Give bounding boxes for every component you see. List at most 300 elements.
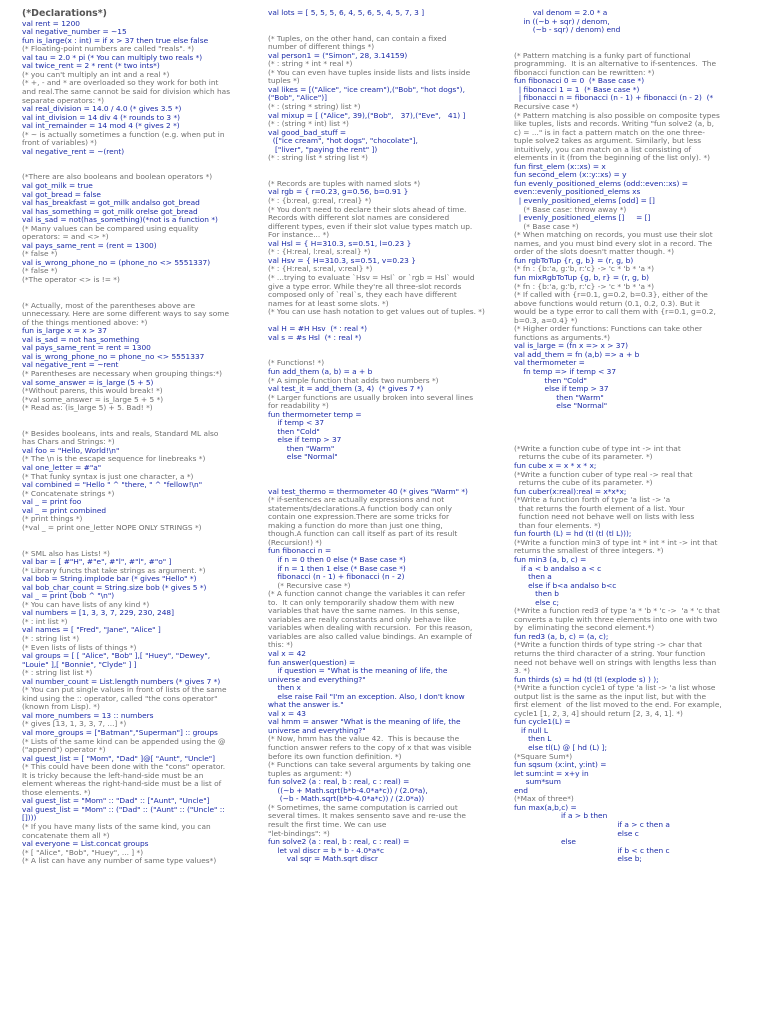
comment-line: (* fn : {b:'a, g:'b, r:'c} -> 'c * 'b * 'a *) [514, 265, 654, 274]
comment-line: (* Actually, most of the parentheses above are [22, 301, 195, 310]
code-line: val sqr = Math.sqrt discr [268, 855, 378, 864]
comment-line: (* Records are tuples with named slots *) [268, 179, 421, 188]
comment-line: (* false *) [22, 250, 58, 259]
comment-line: (*val some_answer = is_large 5 + 5 *) [22, 395, 164, 404]
comment-line: (Recursion!) *) [268, 538, 322, 547]
comment-line: returns the cube of its parameter. *) [514, 479, 653, 488]
code-line: then "Warm" [268, 444, 335, 453]
comment-line: making a function do more than just one thing, [268, 521, 443, 530]
code-line: in ((~b + sqr) / denom, [514, 17, 610, 26]
code-line: val likes = [("Alice", "ice cream"),("Bob", "hot dogs"), [268, 85, 465, 94]
comment-line: operators: = and <> *) [22, 233, 109, 242]
comment-line: programming. It is an alternative to if-sentences. The [514, 60, 716, 69]
code-line: val test_thermo = thermometer 40 (* gives "Warm" *) [268, 487, 468, 496]
comment-line: composed only of `real`s, they each have different [268, 291, 457, 300]
code-line: | fibonacci n = fibonacci (n - 1) + fibonacci (n - 2) (* [514, 94, 714, 103]
blank-line [514, 428, 758, 437]
comment-line: than four elements. *) [514, 521, 601, 530]
code-line: val lots = [ 5, 5, 5, 6, 4, 5, 6, 5, 4, 5, 7, 3 ] [268, 9, 425, 17]
comment-line: before its own function definition. *) [268, 752, 402, 761]
code-line: val tau = 2.0 * pi (* You can multiply two reals *) [22, 53, 203, 62]
comment-line: (* Pattern matching is also possible on composite types [514, 111, 720, 120]
comment-line: (* You can have lists of any kind *) [22, 600, 150, 609]
code-line: fun first_elem (x::xs) = x [514, 162, 606, 171]
code-line: fun solve2 (a : real, b : real, c : real) = [268, 778, 410, 787]
comment-line: (* Recursive case *) [268, 581, 351, 590]
comment-line: separate operators: *) [22, 96, 105, 105]
code-line: val guest_list = "Mom" :: ("Dad" :: ("Aunt" :: ("Uncle" :: [22, 805, 225, 814]
comment-line: (* Floating-point numbers are called "reals". *) [22, 45, 195, 54]
blank-line [268, 479, 512, 488]
text-column-right [514, 9, 758, 1019]
comment-line: b=0.3, a=0.4} *) [514, 316, 578, 325]
code-line: fun answer(question) = [268, 658, 356, 667]
comment-line: give a type error. While they're all three-slot records [268, 282, 462, 291]
blank-line [268, 351, 512, 360]
code-line: val _ = print (bob ^ "\n") [22, 592, 115, 601]
comment-line: need not behave well on strings with lengths less than [514, 658, 717, 667]
code-line: then L [514, 735, 552, 744]
comment-line: Recursive case *) [514, 103, 579, 112]
text-column-left [22, 9, 266, 1019]
code-line: fun fibonacci 0 = 0 (* Base case *) [514, 77, 645, 86]
comment-line: (* : (string * int) list *) [268, 120, 349, 129]
comment-line: those elements. *) [22, 788, 91, 797]
blank-line [514, 35, 758, 44]
code-line: val int_remainder = 14 mod 4 (* gives 2 *) [22, 122, 180, 131]
code-line: val got_milk = true [22, 181, 93, 190]
code-line: val hmm = answer "What is the meaning of life, the [268, 718, 461, 727]
comment-line: c) = ..." is in fact a pattern match on the one three- [514, 128, 705, 137]
code-line: else if b<a andalso b<c [514, 581, 617, 590]
comment-line: by eliminating the second element.*) [514, 624, 655, 633]
comment-line: (* : string list * string list *) [268, 154, 368, 163]
comment-line: (* fn : {b:'a, g:'b, r:'c} -> 'c * 'b * 'a *) [514, 282, 654, 291]
comment-line: Records with different slot names are considered [268, 214, 450, 223]
code-line: val more_numbers = 13 :: numbers [22, 711, 154, 720]
comment-line: (* Even lists of lists of things *) [22, 643, 137, 652]
comment-line: statements/declarations.A function body can only [268, 504, 453, 513]
blank-line [22, 293, 266, 302]
code-line: if b < c then c [514, 846, 670, 855]
comment-line: (* false *) [22, 267, 58, 276]
comment-line: concatenate them all *) [22, 831, 110, 840]
comment-line: (*val _ = print one_letter NOPE ONLY STRINGS *) [22, 523, 202, 532]
code-line: then x [268, 684, 301, 693]
code-line: val is_sad = not(has_something)(*not is a function *) [22, 216, 218, 225]
code-line: fun is_large(x : int) = if x > 37 then true else false [22, 36, 209, 45]
code-line: ("Bob", "Alice")] [268, 94, 328, 103]
comment-line: (* [ "Alice", "Bob", "Huey", ... ] *) [22, 848, 144, 857]
code-line: then "Warm" [514, 393, 604, 402]
comment-line: (* SML also has Lists! *) [22, 549, 110, 558]
comment-line: variables when dealing with recursion. For this reason, [268, 624, 473, 633]
code-line: val mixup = [ ("Alice", 39),("Bob", 37),("Eve", 41) ] [268, 111, 466, 120]
code-line: if null L [514, 726, 548, 735]
comment-line: result the first time. We can use [268, 820, 387, 829]
code-line: val person1 = ("Simon", 28, 3.14159) [268, 51, 408, 60]
code-line: fun add_them (a, b) = a + b [268, 367, 373, 376]
comment-line: names for at least some slots. *) [268, 299, 389, 308]
blank-line [268, 462, 512, 471]
comment-line: (* Many values can be compared using equality [22, 224, 199, 233]
blank-line [514, 419, 758, 428]
code-line: if a < b andalso a < c [514, 564, 602, 573]
comment-line: number of different things *) [268, 43, 375, 52]
comment-line: (*Write a function thirds of type string -> char that [514, 641, 703, 650]
comment-line: (* Higher order functions: Functions can take other [514, 325, 703, 334]
comment-line: element whereas the right-hand-side must be a list of [22, 780, 222, 789]
code-line: else "Normal" [514, 402, 608, 411]
code-line: else c [514, 829, 639, 838]
comment-line: (* Read as: (is_large 5) + 5. Bad! *) [22, 404, 153, 413]
code-line: else if temp > 37 [268, 436, 342, 445]
code-line: fun min3 (a, b, c) = [514, 556, 587, 564]
code-line: (~b - Math.sqrt(b*b-4.0*a*c)) / (2.0*a)) [268, 795, 425, 804]
code-line: val some_answer = is_large (5 + 5) [22, 378, 154, 387]
code-line: val has_breakfast = got_milk andalso got_bread [22, 199, 200, 208]
comment-line: (* Concatenate strings *) [22, 489, 115, 498]
comment-line: contain one expression.There are some tricks for [268, 513, 450, 522]
code-line: val x = 43 [268, 709, 306, 718]
code-line: val guest_list = "Mom" :: "Dad" :: ["Aunt", "Uncle"] [22, 797, 210, 806]
code-line: val s = #s Hsl (* : real *) [268, 333, 362, 342]
code-line: val H = #H Hsv (* : real *) [268, 325, 368, 334]
comment-line: (* You can even have tuples inside lists and lists inside [268, 68, 471, 77]
blank-line [22, 413, 266, 422]
comment-line: cycle1 [1, 2, 3, 4] should return [2, 3, 4, 1]. *) [514, 709, 683, 718]
code-line: []))) [22, 814, 37, 823]
comment-line: elements in it (from the beginning of the list only). *) [514, 154, 711, 163]
code-line: | fibonacci 1 = 1 (* Base case *) [514, 85, 640, 94]
code-line: universe and everything?" [268, 675, 366, 684]
comment-line: (* Parentheses are necessary when grouping things:*) [22, 370, 223, 379]
code-line: end [514, 786, 528, 795]
code-line: (~b - sqr) / denom) end [514, 26, 621, 35]
comment-line: (*Write a function cuber of type real -> real that [514, 470, 693, 479]
comment-line: first element of the list moved to the end. For example, [514, 701, 722, 710]
comment-line: (* if-sentences are actually expressions and not [268, 496, 445, 505]
comment-line: (* Lists of the same kind can be appended using the @ [22, 737, 226, 746]
code-line: then b [514, 590, 559, 599]
code-line: val one_letter = #"a" [22, 464, 102, 473]
code-line: fibonacci (n - 1) + fibonacci (n - 2) [268, 573, 405, 582]
code-line: val groups = [ [ "Alice", "Bob" ],[ "Huey", "Dewey", [22, 652, 211, 661]
code-line: val everyone = List.concat groups [22, 840, 149, 849]
comment-line: (* ...trying to evaluate `Hsv = Hsl` or `rgb = Hsl` would [268, 273, 475, 282]
code-line: even::evenly_positioned_elems xs [514, 188, 641, 197]
code-line: fun evenly_positioned_elems (odd::even::xs) = [514, 179, 688, 188]
comment-line: front of variables) *) [22, 139, 97, 148]
code-line: if n = 1 then 1 else (* Base case *) [268, 564, 406, 573]
code-line: else c; [514, 598, 560, 607]
comment-line: (* print things *) [22, 515, 83, 524]
blank-line [514, 43, 758, 52]
blank-line [22, 532, 266, 541]
comment-line: (* The \n is the escape sequence for linebreaks *) [22, 455, 206, 464]
comment-line: (* You can put single values in front of lists of the same [22, 686, 227, 695]
comment-line: For instance... *) [268, 231, 330, 240]
comment-line: (* +, - and * are overloaded so they work for both int [22, 79, 219, 88]
blank-line [22, 541, 266, 550]
comment-line: (* Base case: throw away *) [514, 205, 627, 214]
comment-line: (* You can use hash notation to get values out of tuples. *) [268, 308, 485, 317]
comment-line: (*Without parens, this would break! *) [22, 387, 163, 396]
comment-line: this: *) [268, 641, 293, 650]
code-line: val int_division = 14 div 4 (* rounds to 3 *) [22, 113, 181, 122]
code-line: val _ = print combined [22, 506, 107, 515]
code-line: (["ice cream", "hot dogs", "chocolate"], [268, 137, 418, 146]
comment-line: tuples as argument: *) [268, 769, 352, 778]
code-line: fun fibonacci n = [268, 547, 332, 556]
comment-line: (*There are also booleans and boolean operators *) [22, 173, 213, 182]
comment-line: (* Sometimes, the same computation is carried out [268, 803, 458, 812]
code-line: val is_sad = not has_something [22, 335, 140, 344]
code-line: fun max(a,b,c) = [514, 803, 577, 812]
comment-line: function answer refers to the copy of x that was visible [268, 744, 472, 753]
blank-line [268, 317, 512, 326]
blank-line [514, 411, 758, 420]
comment-line: fibonacci function can be rewritten: *) [514, 68, 655, 77]
comment-line: (* gives [13, 1, 3, 3, 7, ...] *) [22, 720, 127, 729]
comment-line: functions as arguments.*) [514, 333, 611, 342]
code-line: val thermometer = [514, 359, 585, 368]
code-line: | evenly_positioned_elems [] = [] [514, 214, 651, 223]
code-line: then "Cold" [514, 376, 587, 385]
code-line: fun solve2 (a : real, b : real, c : real) = [268, 838, 410, 847]
comment-line: (* : string list list *) [22, 669, 93, 678]
comment-line: (* A list can have any number of same type values*) [22, 857, 217, 866]
code-line: val Hsl = { H=310.3, s=0.51, l=0.23 } [268, 239, 412, 248]
comment-line: (*Write a function forth of type 'a list -> 'a [514, 496, 671, 505]
comment-line: unnecessary. Here are some different ways to say some [22, 310, 230, 319]
comment-line: (* This could have been done with the "cons" operator. [22, 763, 226, 772]
code-line: if n = 0 then 0 else (* Base case *) [268, 556, 406, 564]
code-line: val negative_number = ~15 [22, 28, 127, 37]
comment-line: names, and you must bind every slot in a record. The [514, 239, 713, 248]
code-line: else tl(L) @ [ hd (L) ]; [514, 744, 607, 753]
comment-line: would be a type error to call them with {r=0.1, g=0.2, [514, 308, 716, 317]
comment-line: (* If you have many lists of the same kind, you can [22, 823, 211, 831]
code-line: "Louie" ],[ "Bonnie", "Clyde" ] ] [22, 660, 137, 669]
code-line: val combined = "Hello " ^ "there, " ^ "fellow!\n" [22, 481, 203, 490]
comment-line: (* Larger functions are usually broken into several lines [268, 393, 474, 402]
comment-line: (* : int list *) [22, 617, 68, 626]
comment-line: ("append") operator *) [22, 746, 106, 755]
comment-line: converts a tuple with three elements into one with two [514, 615, 718, 624]
comment-line: (*Max of three*) [514, 795, 574, 804]
comment-line: (* : {H:real, s:real, v:real} *) [268, 265, 373, 274]
blank-line [268, 342, 512, 351]
comment-line: of the things mentioned above: *) [22, 318, 148, 327]
code-line: fun cube x = x * x * x; [514, 461, 597, 470]
comment-line: tuples *) [268, 77, 300, 86]
code-line: val x = 42 [268, 650, 306, 659]
comment-line: (* When matching on records, you must use their slot [514, 231, 713, 240]
code-line: if question = "What is the meaning of life, the [268, 667, 448, 676]
code-line: val negative_rent = ~rent [22, 361, 119, 370]
blank-line [514, 436, 758, 445]
comment-line: function need not behave well on lists with less [514, 513, 695, 522]
comment-line: (*Write a function cycle1 of type 'a list -> 'a list whose [514, 684, 716, 693]
code-line: then "Cold" [268, 427, 320, 436]
code-line: val bob_char_count = String.size bob (* gives 5 *) [22, 583, 207, 592]
code-line: val foo = "Hello, World!\n" [22, 446, 120, 455]
code-line: let val discr = b * b - 4.0*a*c [268, 846, 385, 855]
code-line: val is_wrong_phone_no = (phone_no <> 5551337) [22, 258, 211, 267]
code-line: val is_wrong_phone_no = phone_no <> 5551337 [22, 352, 205, 361]
code-line: val names = [ "Fred", "Jane", "Alice" ] [22, 626, 161, 635]
code-line: val Hsv = { H=310.3, s=0.51, v=0.23 } [268, 256, 416, 265]
comment-line: variables that have the same names. In this sense, [268, 607, 460, 616]
comment-line: (* A function cannot change the variables it can refer [268, 590, 466, 599]
blank-line [22, 421, 266, 430]
code-line: val real_division = 14.0 / 4.0 (* gives 3.5 *) [22, 105, 182, 114]
code-line: sum*sum [514, 778, 561, 787]
comment-line: (* You don't need to declare their slots ahead of time. [268, 205, 467, 214]
comment-line: (* Library functs that take strings as argument. *) [22, 566, 206, 575]
blank-line [268, 26, 512, 35]
blank-line [22, 156, 266, 165]
code-line: val add_them = fn (a,b) => a + b [514, 350, 640, 359]
comment-line: (* : {H:real, l:real, s:real} *) [268, 248, 371, 257]
code-line: else raise Fail "I'm an exception. Also, I don't know [268, 692, 465, 701]
code-line: else if temp > 37 [514, 385, 609, 394]
comment-line: (* : (string * string) list *) [268, 103, 361, 112]
comment-line: 3. *) [514, 667, 530, 676]
blank-line [268, 163, 512, 172]
code-line: val is_large = (fn x => x > 37) [514, 342, 629, 351]
comment-line: (* you can't multiply an int and a real *) [22, 70, 170, 79]
comment-line: (* That funky syntax is just one character, a *) [22, 472, 194, 481]
code-line: val numbers = [1, 3, 3, 7, 229, 230, 248] [22, 609, 174, 618]
comment-line: to. It can only temporarily shadow them with new [268, 598, 455, 607]
blank-line [268, 171, 512, 180]
comment-line: "let-bindings": *) [268, 829, 330, 838]
comment-line: and real.The same cannot be said for division which has [22, 87, 231, 96]
comment-line: (* : string list *) [22, 634, 80, 643]
comment-line: returns the cube of its parameter. *) [514, 453, 653, 462]
blank-line [22, 165, 266, 174]
comment-line: though.A function can call itself as part of its result [268, 530, 458, 539]
code-line: val denom = 2.0 * a [514, 9, 608, 17]
code-line: val rgb = { r=0.23, g=0.56, b=0.91 } [268, 188, 409, 197]
code-line: val _ = print foo [22, 498, 82, 507]
code-line: fn temp => if temp < 37 [514, 367, 617, 376]
code-line: | evenly_positioned_elems [odd] = [] [514, 197, 655, 206]
comment-line: (* Functions! *) [268, 359, 325, 368]
comment-line: for readability *) [268, 402, 329, 411]
comment-line: has Chars and Strings: *) [22, 438, 115, 447]
comment-line: (*Write a function cube of type int -> int that [514, 444, 681, 453]
comment-line: It is tricky because the left-hand-side must be an [22, 771, 204, 780]
blank-line [268, 471, 512, 480]
comment-line: variables are really constants and only behave like [268, 615, 457, 624]
comment-line: tuple solve2 takes as argument. Similarly, but less [514, 137, 702, 146]
comment-line: returns the smallest of three integers. *) [514, 547, 664, 556]
code-line: then a [514, 573, 552, 582]
blank-line [22, 285, 266, 294]
code-line: fun red3 (a, b, c) = (a, c); [514, 632, 609, 641]
code-line: val bob = String.implode bar (* gives "Hello" *) [22, 575, 197, 584]
code-line: fun mixRgbToTup {g, b, r} = (r, g, b) [514, 273, 650, 282]
code-line: val number_count = List.length numbers (* gives 7 *) [22, 677, 221, 686]
comment-line: kind using the :: operator, called "the cons operator" [22, 694, 218, 703]
code-line: fun fourth (L) = hd (tl (tl (tl L))); [514, 530, 632, 539]
comment-line: (known from Lisp). *) [22, 703, 100, 712]
comment-line: (* Pattern matching is a funky part of functional [514, 51, 691, 60]
code-line: ["liver", "paying the rent" ]) [268, 145, 378, 154]
code-line: val got_bread = false [22, 190, 101, 199]
code-line: val guest_list = [ "Mom", "Dad" ]@[ "Aunt", "Uncle"] [22, 754, 216, 763]
comment-line: order of the slots doesn't matter though. *) [514, 248, 675, 257]
comment-line: (*Write a function red3 of type 'a * 'b * 'c -> 'a * 'c that [514, 607, 720, 616]
comment-line: (* : string * int * real *) [268, 60, 353, 69]
comment-line: different types, even if their slot value types match up. [268, 222, 473, 231]
comment-line: several times. It makes sensento save and re-use the [268, 812, 466, 821]
comment-line: (*Square Sum*) [514, 752, 573, 761]
code-line: val test_it = add_them (3, 4) (* gives 7 *) [268, 385, 424, 394]
comment-line: (* A simple function that adds two numbers *) [268, 376, 439, 385]
code-line: if a > c then a [514, 820, 670, 829]
code-line: ((~b + Math.sqrt(b*b-4.0*a*c)) / (2.0*a), [268, 786, 428, 795]
comment-line: (*Write a function min3 of type int * int * int -> int that [514, 538, 718, 547]
code-line: else b; [514, 855, 642, 864]
code-line: val more_groups = ["Batman","Superman"] :: groups [22, 728, 218, 737]
section-heading: (*Declarations*) [22, 9, 107, 19]
code-line: let sum:int = x+y in [514, 769, 589, 778]
code-line: fun is_large x = x > 37 [22, 327, 107, 336]
code-line: val pays_same_rent = (rent = 1300) [22, 241, 157, 250]
comment-line: (* Base case *) [514, 222, 579, 231]
text-column-middle [268, 9, 512, 1019]
comment-line: (* ~ is actually sometimes a function (e.g. when put in [22, 130, 225, 139]
code-line: fun thermometer temp = [268, 410, 362, 419]
code-line: val rent = 1200 [22, 19, 81, 28]
blank-line [268, 18, 512, 27]
comment-line: above functions would return (0.1, 0.2, 0.3). But it [514, 299, 700, 308]
code-line: val negative_rent = ~(rent) [22, 147, 125, 156]
comment-line: (* : {b:real, g:real, r:real} *) [268, 197, 372, 206]
code-line: val twice_rent = 2 * rent (* two ints*) [22, 62, 160, 71]
comment-line: that returns the fourth element of a list. Your [514, 504, 685, 513]
comment-line: (* Now, hmm has the value 42. This is because the [268, 735, 460, 744]
comment-line: intuitively, you can match on a list consisting of [514, 145, 692, 154]
comment-line: (* Functions can take several arguments by taking one [268, 761, 471, 770]
code-line: val pays_same_rent = rent = 1300 [22, 344, 151, 353]
code-line: val bar = [ #"H", #"e", #"l", #"l", #"o" ] [22, 558, 172, 567]
code-line: val good_bad_stuff = [268, 128, 347, 137]
code-line: fun sqsum (x:int, y:int) = [514, 761, 607, 770]
comment-line: (*The operator <> is != *) [22, 276, 120, 284]
code-line: else "Normal" [268, 453, 338, 462]
comment-line: (* If called with {r=0.1, g=0.2, b=0.3}, either of the [514, 291, 708, 300]
comment-line: output list is the same as the input list, but with the [514, 692, 707, 701]
code-line: fun cycle1(L) = [514, 718, 571, 727]
comment-line: like tuples, lists and records. Writing "fun solve2 (a, b, [514, 120, 714, 129]
code-line: what the answer is." [268, 701, 344, 710]
code-line: fun rgbToTup {r, g, b} = (r, g, b) [514, 256, 634, 265]
comment-line: variables are also called value bindings. An example of [268, 632, 472, 641]
code-line: else [514, 838, 576, 847]
code-line: fun second_elem (x::y::xs) = y [514, 171, 627, 180]
code-line: if a > b then [514, 812, 608, 821]
comment-line: (* Tuples, on the other hand, can contain a fixed [268, 34, 447, 43]
code-line: fun cuber(x:real):real = x*x*x; [514, 487, 627, 496]
code-line: universe and everything?" [268, 726, 366, 735]
code-line: fun thirds (s) = hd (tl (tl (explode s) ) ); [514, 675, 659, 684]
code-line: if temp < 37 [268, 419, 325, 428]
